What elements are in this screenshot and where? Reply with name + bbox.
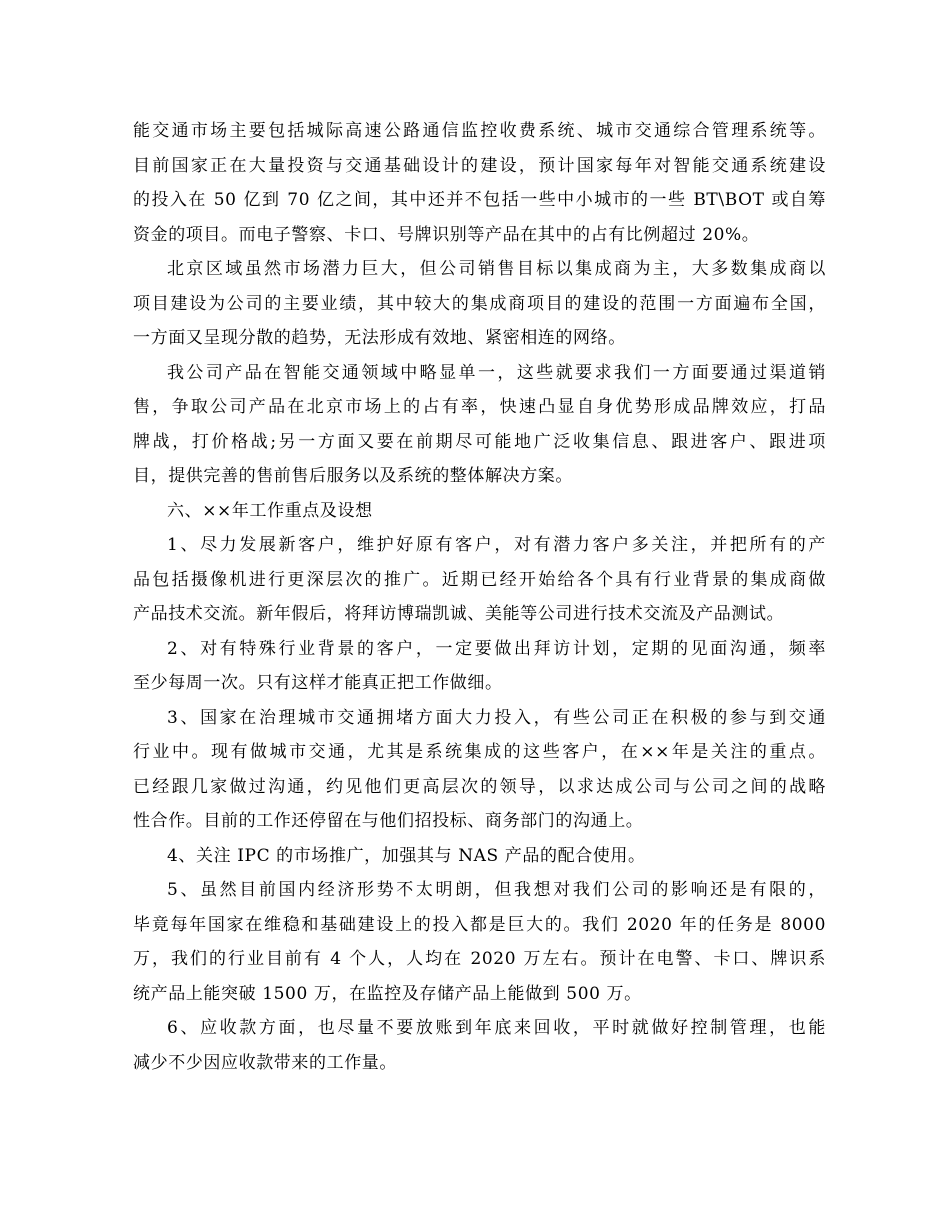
text-line: 6、应收款方面，也尽量不要放账到年底来回收，平时就做好控制管理，也能 bbox=[167, 1018, 826, 1038]
text-line: 3、国家在治理城市交通拥堵方面大力投入，有些公司正在积极的参与到交通 bbox=[167, 707, 826, 728]
paragraph bbox=[133, 632, 826, 701]
paragraph bbox=[133, 701, 826, 839]
text-line: 目，提供完善的售前售后服务以及系统的整体解决方案。 bbox=[133, 466, 573, 486]
text-line: 统产品上能突破 1500 万，在监控及存储产品上能做到 500 万。 bbox=[133, 983, 642, 1004]
document-body bbox=[133, 114, 826, 1080]
paragraph bbox=[133, 494, 826, 529]
text-line: 六、××年工作重点及设想 bbox=[167, 500, 373, 521]
text-line: 一方面又呈现分散的趋势，无法形成有效地、紧密相连的网络。 bbox=[133, 328, 626, 348]
text-line: 的投入在 50 亿到 70 亿之间，其中还并不包括一些中小城市的一些 BT\BOT 或自筹 bbox=[133, 190, 826, 210]
text-line: 减少不少因应收款带来的工作量。 bbox=[133, 1052, 397, 1073]
text-line: 1、尽力发展新客户，维护好原有客户，对有潜力客户多关注，并把所有的产 bbox=[167, 535, 826, 555]
text-line: 至少每周一次。只有这样才能真正把工作做细。 bbox=[133, 673, 503, 693]
text-line: 产品技术交流。新年假后，将拜访博瑞凯诚、美能等公司进行技术交流及产品测试。 bbox=[133, 604, 785, 624]
text-line: 毕竟每年国家在维稳和基础建设上的投入都是巨大的。我们 2020 年的任务是 8000 bbox=[133, 914, 826, 935]
paragraph bbox=[133, 1011, 826, 1080]
text-line: 售，争取公司产品在北京市场上的占有率，快速凸显自身优势形成品牌效应，打品 bbox=[133, 397, 826, 417]
paragraph bbox=[133, 873, 826, 1011]
text-line: 品包括摄像机进行更深层次的推广。近期已经开始给各个具有行业背景的集成商做 bbox=[133, 569, 826, 590]
text-line: 资金的项目。而电子警察、卡口、号牌识别等产品在其中的占有比例超过 20%。 bbox=[133, 224, 760, 245]
text-line: 万，我们的行业目前有 4 个人，人均在 2020 万左右。预计在电警、卡口、牌识系 bbox=[133, 949, 826, 969]
text-line: 已经跟几家做过沟通，约见他们更高层次的领导，以求达成公司与公司之间的战略 bbox=[133, 776, 826, 797]
text-line: 行业中。现有做城市交通，尤其是系统集成的这些客户，在××年是关注的重点。 bbox=[133, 742, 826, 762]
text-line: 能交通市场主要包括城际高速公路通信监控收费系统、城市交通综合管理系统等。 bbox=[133, 121, 826, 141]
text-line: 性合作。目前的工作还停留在与他们招投标、商务部门的沟通上。 bbox=[133, 811, 644, 831]
text-line: 北京区域虽然市场潜力巨大，但公司销售目标以集成商为主，大多数集成商以 bbox=[167, 259, 826, 279]
text-line: 5、虽然目前国内经济形势不太明朗，但我想对我们公司的影响还是有限的， bbox=[167, 880, 826, 900]
paragraph bbox=[133, 252, 826, 356]
text-line: 4、关注 IPC 的市场推广，加强其与 NAS 产品的配合使用。 bbox=[167, 845, 646, 866]
text-line: 牌战，打价格战;另一方面又要在前期尽可能地广泛收集信息、跟进客户、跟进项 bbox=[133, 431, 826, 452]
text-line: 2、对有特殊行业背景的客户，一定要做出拜访计划，定期的见面沟通，频率 bbox=[167, 638, 826, 659]
paragraph bbox=[133, 356, 826, 494]
text-line: 项目建设为公司的主要业绩，其中较大的集成商项目的建设的范围一方面遍布全国， bbox=[133, 293, 826, 314]
paragraph bbox=[133, 839, 826, 874]
text-line: 我公司产品在智能交通领域中略显单一，这些就要求我们一方面要通过渠道销 bbox=[167, 362, 826, 383]
paragraph bbox=[133, 528, 826, 632]
paragraph bbox=[133, 114, 826, 252]
text-line: 目前国家正在大量投资与交通基础设计的建设，预计国家每年对智能交通系统建设 bbox=[133, 155, 826, 176]
